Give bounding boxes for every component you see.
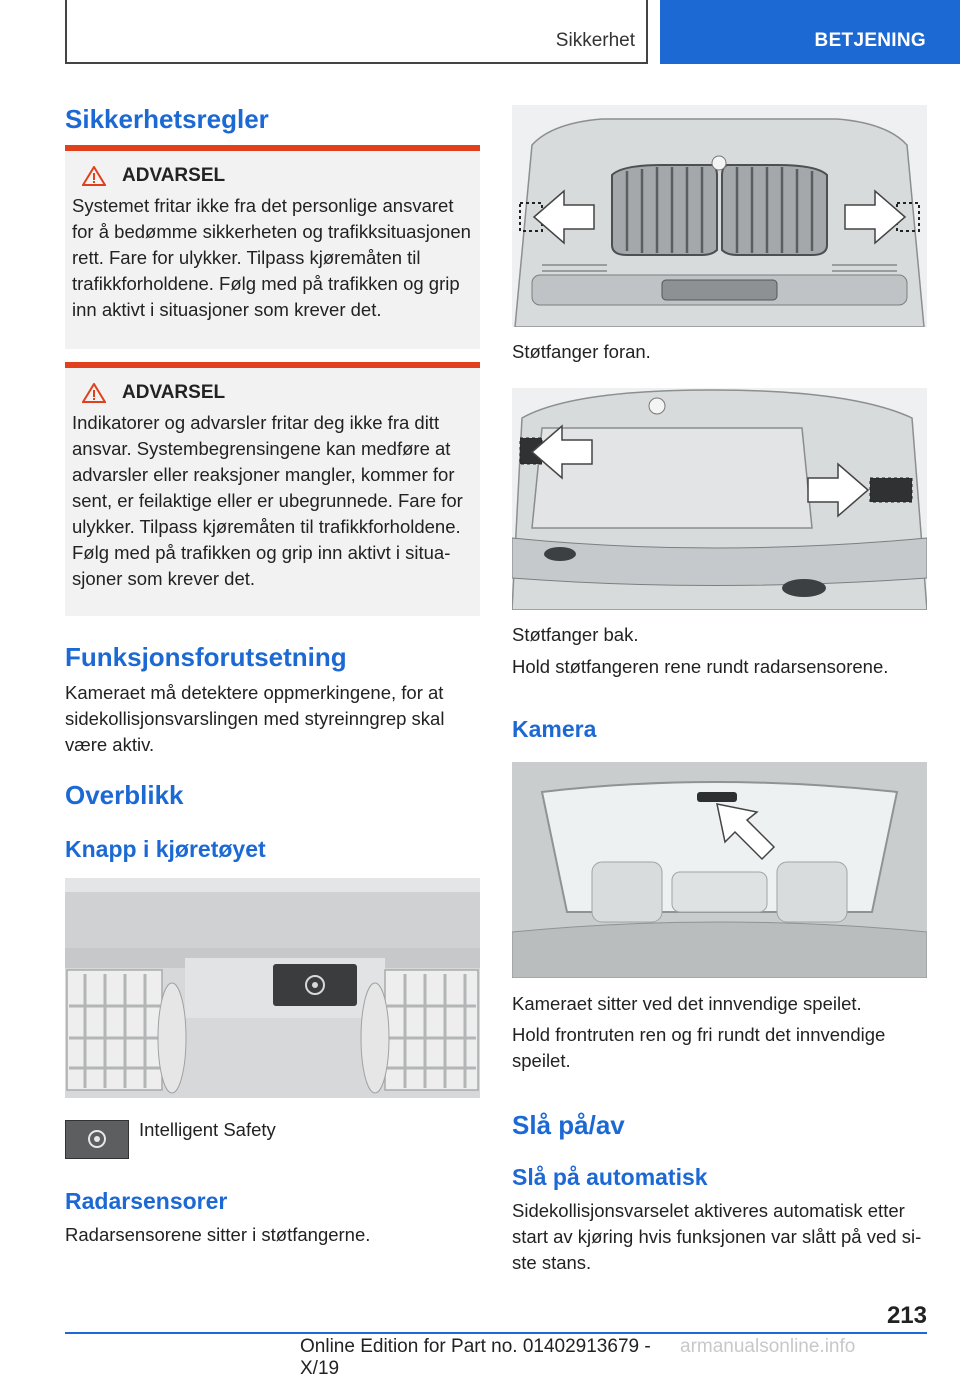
- rear-bumper-paragraph: Hold støtfangeren rene rundt radarsensorene.: [512, 656, 889, 677]
- header-section-title: Sikkerhet: [555, 30, 635, 51]
- intelligent-safety-button-image: [65, 1120, 129, 1159]
- subsection-title-radarsensorer: Radarsensorer: [65, 1188, 228, 1214]
- front-bumper-caption: Støtfanger foran.: [512, 341, 651, 362]
- warning-label: ADVARSEL: [122, 165, 226, 186]
- front-bumper-illustration: [512, 105, 927, 327]
- footer-divider: [65, 1332, 927, 1334]
- warning-header: [82, 165, 472, 187]
- edition-text: Online Edition for Part no. 01402913679 - X/19: [300, 1336, 651, 1379]
- intelligent-safety-label: Intelligent Safety: [139, 1119, 276, 1140]
- warning-triangle-icon: [82, 166, 106, 186]
- radar-paragraph: Radarsensorene sitter i støtfangerne.: [65, 1224, 371, 1245]
- section-title-sikkerhetsregler: Sikkerhetsregler: [65, 104, 269, 134]
- warning-label: ADVARSEL: [122, 382, 226, 403]
- rear-bumper-caption: Støtfanger bak.: [512, 624, 639, 645]
- header-chapter-title: BETJENING: [814, 30, 926, 51]
- watermark-text: armanualsonline.info: [680, 1336, 856, 1357]
- subsection-title-kamera: Kamera: [512, 716, 597, 742]
- funksjon-paragraph: Kameraet må detektere oppmerkingene, for at sidekollisjonsvarslingen med styreinngrep skal være aktiv.: [65, 682, 445, 755]
- camera-paragraph: Hold frontruten ren og fri rundt det innvendige speilet.: [512, 1024, 886, 1071]
- warning-box-1: [65, 145, 480, 349]
- subsection-title-knapp: Knapp i kjøretøyet: [65, 836, 266, 862]
- automatic-paragraph: Sidekollisjonsvarselet aktiveres automatisk etter start av kjøring hvis funksjonen var slått på ved siste stans.: [512, 1200, 922, 1273]
- warning-header: [82, 382, 472, 404]
- page-number: 213: [886, 1302, 927, 1329]
- section-title-funksjonsforutsetning: Funksjonsforutsetning: [65, 642, 347, 672]
- button-location-illustration: [65, 878, 480, 1098]
- section-title-sla-pa-av: Slå på/av: [512, 1110, 625, 1140]
- section-title-overblikk: Overblikk: [65, 780, 184, 810]
- intelligent-safety-icon: [66, 1121, 128, 1158]
- camera-caption: Kameraet sitter ved det innvendige speilet.: [512, 993, 862, 1014]
- subsection-title-automatisk: Slå på automatisk: [512, 1164, 708, 1190]
- camera-location-illustration: [512, 762, 927, 978]
- warning-text: Systemet fritar ikke fra det personlige ansvaret for å bedømme sikkerheten og trafikksituasjonen rett. Fare for ulykker. Tilpass kjøremåten til trafikkforholdene. Følg med på trafikken og grip inn aktivt i situasjoner som krever det.: [72, 195, 471, 320]
- warning-box-2: [65, 362, 480, 616]
- warning-triangle-icon: [82, 383, 106, 403]
- rear-bumper-illustration: [512, 388, 927, 610]
- warning-text: Indikatorer og advarsler fritar deg ikke fra ditt ansvar. Systembegrensingene kan medføre at advarsler eller reaksjoner mangler, kommer for sent, er feilaktige eller er ubegrunnede. Fare for ulykker. Tilpass kjøremåten til trafikkforholdene. Følg med på trafikken og grip inn aktivt i situasjoner som krever det.: [72, 412, 463, 589]
